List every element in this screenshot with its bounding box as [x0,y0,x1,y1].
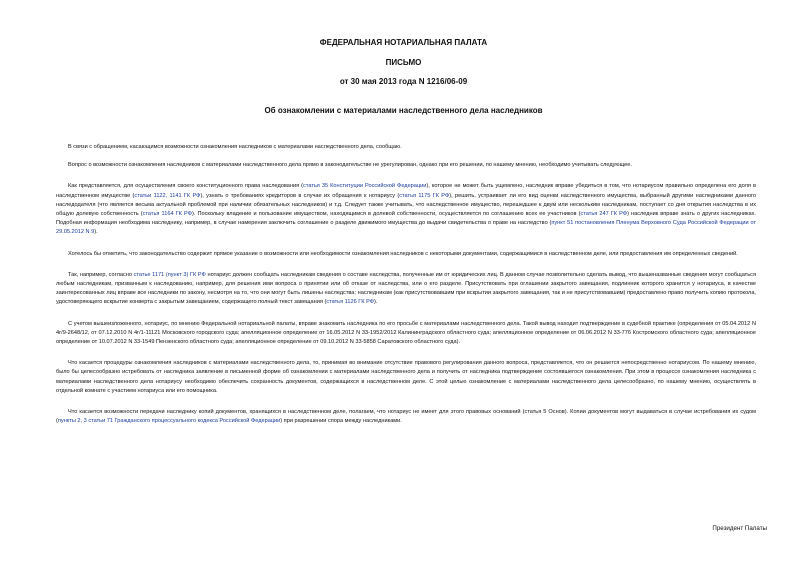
paragraph-intro: В связи с обращением, касающимся возможности ознакомления наследников с материалами наследственного дела, сообщаю. [68,144,402,150]
link-gk-247[interactable]: статья 247 ГК РФ [580,211,628,218]
document-type: ПИСЬМО [385,58,422,67]
link-constitution-art35[interactable]: статья 35 Конституции Российской Федерации [303,183,427,190]
signature-title: Президент Палаты [712,525,767,532]
issuer-title: ФЕДЕРАЛЬНАЯ НОТАРИАЛЬНАЯ ПАЛАТА [319,38,488,47]
link-gk-1171[interactable]: статье 1171 (пункт 3) ГК РФ [133,271,206,278]
letter-body [56,143,756,438]
document-date-number: от 30 мая 2013 года N 1216/06-09 [339,77,468,86]
link-gk-1126[interactable]: статья 1126 ГК РФ [326,299,375,306]
paragraph-procedure: Что касается процедуры ознакомления наследников с материалами наследственного дела, то, принимая во внимание отсутствие правового регулирования данного вопроса, представляется, что он решается непосредственно нотариусом. По нашему мнению, было бы целесообразно истребовать от наследника заявление в письменной форме об ознакомлении с материалами наследственного дела и получить от наследника подтверждение состоявшегося ознакомления. При этом в процессе ознакомления наследника с материалами наследственного дела нотариусу необходимо обеспечить сохранность документов, содержащихся в наследственном деле. С этой целью ознакомление с материалами наследственного дела целесообразно, по нашему мнению, осуществлять в отдельной комнате с участием нотариуса или его помощника. [56,360,756,394]
document-subject: Об ознакомлении с материалами наследственного дела наследников [264,106,543,115]
link-plenum-resolution[interactable]: пункт 51 постановления Пленума Верховного Суда Российской Федерации от 29.05.2012 N 9 [56,220,757,236]
link-gpk-71[interactable]: пункты 2, 3 статьи 71 Гражданского процессуального кодекса Российской Федерации [57,418,281,425]
link-gk-1164[interactable]: статья 1164 ГК РФ [142,211,192,218]
paragraph-court-practice: С учетом вышеизложенного, нотариус, по мнению Федеральной нотариальной палаты, вправе знакомить наследника по его просьбе с материалами наследственного дела. Такой вывод находит подтверждение в судебной практике (определения от 05.04.2012 N 4г/9-2648/12, от 07.12.2010 N 4г/1-11121 Московского городского суда; апелляционное определение от 16.05.2012 N 33-1952/2012 Калининградского областного суда; апелляционное определение от 06.06.2012 N 33-776 Костромского областного суда; апелляционное определение от 10.07.2012 N 33-1549 Пензенского областного суда; апелляционное определение от 09.10.2012 N 33-5858 Саратовского областного суда). [56,320,756,346]
paragraph-copies: Что касается возможности передачи наследнику копий документов, хранящихся в наследственном деле, полагаем, что нотариус не имеет для этого правовых оснований (статья 5 Основ). Копии документов могут выдаваться в случае истребования их судом (пункты 2, 3 статьи 71 Гражданского процессуального кодекса Российской Федерации) при разрешении спора между наследниками. [56,409,756,425]
paragraph-question: Вопрос о возможности ознакомления наследников с материалами наследственного дела прямо в законодательстве не урегулирован, однако при его решении, по нашему мнению, необходимо учитывать следующее. [68,162,632,169]
paragraph-rights: Как представляется, для осуществления своего конституционного права наследования (статья 35 Конституции Российской Федерации), которое не может быть ущемлено, наследник вправе убедиться в том, что нотариусом правильно определена его доля в наследственном имуществе (статьи 1122, 1141 ГК РФ), узнать о требованиях кредиторов в случае их обращения к нотариусу (статья 1175 ГК РФ), решить, устраивает ли его вид оценки наследственного имущества, выбранный другими наследниками данного наследодателя (что является весьма актуальной проблемой при наличии обязательных наследников) и т.д. Следует также учитывать, что наследственное имущество, перешедшее к двум или нескольким наследникам, поступает со дня открытия наследства в их общую долевую собственность (статья 1164 ГК РФ). Поскольку владение и пользование имуществом, находящимся в долевой собственности, осуществляется по соглашению всех ее участников (статья 247 ГК РФ) наследник вправе знать о других наследниках. Подобная информация необходима наследнику, например, в случае намерения заключить соглашение о разделе движимого имущества до выдачи свидетельства о праве на наследство (пункт 51 постановления Пленума Верховного Суда Российской Федерации от 29.05.2012 N 9). [56,183,757,236]
link-gk-1122-1141[interactable]: статьи 1122, 1141 ГК РФ [134,192,201,199]
paragraph-legislation: Хотелось бы отметить, что законодательство содержит прямое указание о возможности или необходимости ознакомления наследников с некоторыми документами, содержащимися в наследственном деле, или предоставления им определенных сведений. [68,250,738,257]
paragraph-example: Так, например, согласно статье 1171 (пункт 3) ГК РФ нотариус должен сообщать наследникам сведения о составе наследства, полученные им от юридических лиц. В данном случае позволительно сделать вывод, что вышеназванные сведения могут сообщаться любым наследникам, призванным к наследованию, например, для решения ими вопроса о принятии или об отказе от наследства, или о его разделе. Присутствовать при оглашении закрытого завещания, подлинник которого хранится у нотариуса, в качестве заинтересованных лиц вправе все наследники по закону, несмотря на то, что они могут быть лишены наследства; наследникам (как присутствовавшим при вскрытии закрытого завещания, так и не присутствовавшим) предоставлено право получить копию протокола, удостоверяющего вскрытие конверта с закрытым завещанием, содержащего полный текст завещания (статья 1126 ГК РФ). [56,271,756,306]
link-gk-1175[interactable]: статья 1175 ГК РФ [399,192,450,199]
